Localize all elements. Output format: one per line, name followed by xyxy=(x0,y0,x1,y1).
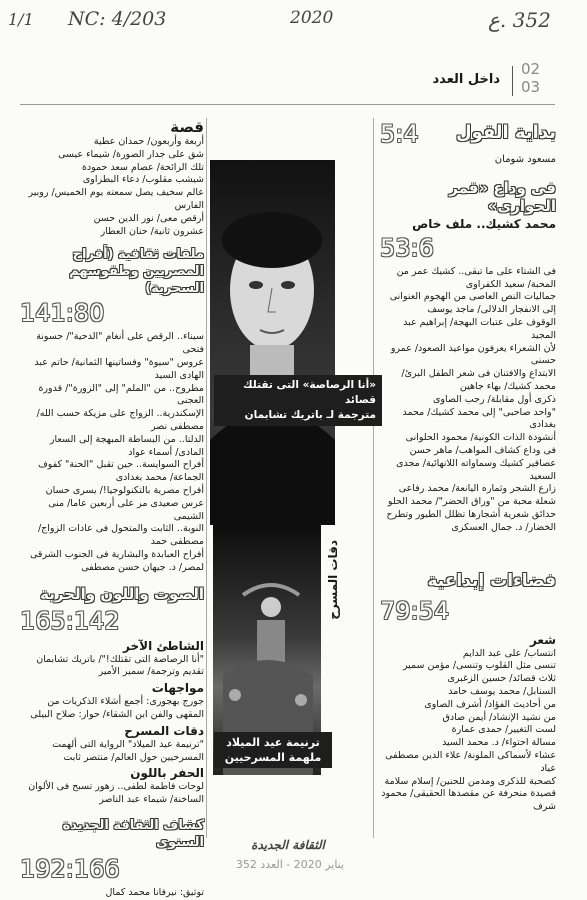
section-2-pages: 53:6 xyxy=(380,233,434,262)
magazine-logo: الثقافة الجديدة xyxy=(251,838,325,852)
list-item: الابتداع والافتنان فى شعر الطفل البرئ/ محمد كشيك/ بهاء جاهين xyxy=(401,368,556,392)
section-1-author: مسعود شومان xyxy=(494,154,556,165)
list-item: عرس صعيدى مر على أربعين عاما/ منى الشيمى xyxy=(48,497,204,522)
list-item: كصحبة للذكرى ومدمن للحنين/ إسلام سلامة xyxy=(384,775,556,787)
list-item: قصيدة منحرفة عن مقصدها الحقيقى/ محمود شرف xyxy=(381,788,556,813)
list-item: مسالة احتواء/ د. محمد السيد xyxy=(442,737,556,749)
section-label: داخل العدد xyxy=(432,72,500,87)
section-3-title: فضاءات إبداعية xyxy=(427,570,556,591)
list-item: أفراح العبابدة والبشارية فى الجنوب الشرقى لمصر/ د. جيهان حسن مصطفى xyxy=(29,548,204,573)
caption-line: مترجمة لـ باتريك تشابمان xyxy=(244,409,376,421)
hafr-title: الحفر باللون xyxy=(130,766,204,781)
handwritten-year: 2020 xyxy=(290,8,334,28)
list-item: أرقص معى/ نور الدين حسن xyxy=(93,212,204,224)
section-1-title: بداية القول xyxy=(455,122,556,143)
milaf-list xyxy=(20,331,204,574)
list-item: لوحات فاطمة لطفى.. زهور تسبح فى الألوان الساخنة/ شيماء عبد الناصر xyxy=(28,781,204,806)
theatre-caption xyxy=(214,732,332,768)
caption-line: ترنيمة عيد الميلاد xyxy=(226,736,320,749)
section-1-pages: 5:4 xyxy=(380,120,419,148)
list-item: جورج بهجورى: أجمع أشلاء الذكريات من المقهى والفن ابن الشقاء/ حوار: صلاح البيلى xyxy=(30,696,204,720)
header-divider xyxy=(512,66,513,96)
column-divider-left xyxy=(206,118,207,838)
list-item: "أنا الرصاصة التى تقتلك!"/ باتريك تشابمان xyxy=(36,653,204,665)
section-2-title: فى وداع «قمر الحوارى» xyxy=(449,178,556,215)
section-2-subtitle: محمد كشيك.. ملف خاص xyxy=(412,216,556,231)
section-3-list xyxy=(380,648,556,814)
list-item: ثلاث قصائد/ حسين الزغبرى xyxy=(447,673,556,685)
right-column xyxy=(380,118,556,814)
list-item: تنسى مثل القلوب وتنسى/ مؤمن سمير xyxy=(402,660,556,672)
handwritten-code: NC: 4/203 xyxy=(68,8,167,30)
list-item: ذكرى أول مقابلة/ رجب الصاوى xyxy=(433,393,556,405)
list-item: الوقوف على عتبات البهجة/ إبراهيم عبد المجيد xyxy=(403,316,556,341)
list-item: النوبة.. الثابت والمتحول فى عادات الزواج/ مصطفى حمد xyxy=(37,523,204,548)
list-item: شق على جدار الصورة/ شيماء عيسى xyxy=(58,148,204,160)
list-item: مطروح.. من "الملم" إلى "الزورة"/ قدورة العجنى xyxy=(38,382,204,407)
list-item: فى وداع كشاف المواهب/ ماهر حسن xyxy=(409,444,556,456)
list-item: لأن الشعراء يعرفون مواعيد الصعود/ عمرو حسنى xyxy=(390,342,556,367)
list-item: الإسكندرية.. الزواج على مزيكة حسب الله/ مصطفى نصر xyxy=(36,408,204,432)
qissa-list xyxy=(20,136,204,238)
list-item: انتساب/ على عبد الدايم xyxy=(462,647,556,659)
list-item: فى الشتاء على ما تبقى.. كشيك عمر من المحبة/ سعيد الكفراوى xyxy=(396,265,556,290)
section-3-subtitle: شعر xyxy=(529,632,556,647)
portrait-caption xyxy=(214,375,382,426)
milaf-title: ملفات ثقافية (أفراح المصريين وطقوسهم السحرية) xyxy=(69,247,204,297)
list-item: أربعة وأربعون/ حمدان عطية xyxy=(93,136,204,147)
tawtheeq-credit: توثيق: نيرفانا محمد كمال xyxy=(105,886,204,898)
kashaf-title: كشاف الثقافة الجديدة السنوى xyxy=(62,817,204,850)
section-3-pages: 79:54 xyxy=(380,596,450,625)
caption-line: «أنا الرصاصة» التى تقتلك قصائد xyxy=(243,379,376,406)
list-item: حدائق شعرية أشجارها تظلل الطيور وتطرح الخضار/ د. جمال العسكرى xyxy=(386,508,556,533)
list-item: أنشودة الذات الكونية/ محمود الحلوانى xyxy=(405,432,556,444)
list-item: من أحاديث الفؤاد/ أشرف الصاوى xyxy=(424,698,556,710)
theatre-vertical-label: دقات المسرح xyxy=(326,540,340,620)
list-item: أفراح مصرية بالتكنولوجيا!/ يسرى حسان xyxy=(45,484,204,496)
header-rule xyxy=(20,104,555,105)
list-item: الدلتا.. من البساطة المبهجة إلى السعار المادى/ أسماء عواد xyxy=(49,433,204,458)
section-2-list xyxy=(380,266,556,535)
list-item: عروس "سيوة" وفساتينها الثمانية/ حاتم عبد الهادى السيد xyxy=(34,356,204,381)
list-item: عصافير كشيك وسماواته اللانهائية/ مجدى السعيد xyxy=(396,457,556,482)
portrait-face-icon xyxy=(210,160,335,525)
sawt-pages: 165:142 xyxy=(20,606,120,635)
list-item: السنابل/ محمد يوسف حامد xyxy=(448,685,556,697)
list-item: سيناء.. الرقص على أنغام "الدحية"/ حسونة فتحى xyxy=(36,331,204,356)
handwritten-folio: 1/1 xyxy=(8,10,34,29)
list-item: زارع الشجر وثماره اليانعة/ محمد رفاعى xyxy=(398,483,556,495)
left-column xyxy=(20,118,204,900)
portrait-photo xyxy=(210,160,335,525)
column-divider-right xyxy=(373,118,374,838)
list-item: شيشب مقلوب/ دعاء البطراوى xyxy=(82,174,204,186)
list-item: عشرون ثانية/ حنان العطار xyxy=(100,225,204,237)
muwajahat-title: مواجهات xyxy=(151,681,204,696)
caption-line: ملهمة المسرحيين xyxy=(224,751,322,764)
qissa-title: قصة xyxy=(170,118,204,136)
kashaf-pages: 192:166 xyxy=(20,854,120,883)
issue-line: يناير 2020 - العدد 352 xyxy=(235,858,345,871)
list-item: تقديم وترجمة/ سمير الأمير xyxy=(98,666,204,678)
shati-title: الشاطئ الآخر xyxy=(123,638,204,653)
page-number-bottom: 03 xyxy=(521,78,541,96)
list-item: عشاء لأسماكى الملونة/ علاء الدين مصطفى عياد xyxy=(385,749,556,774)
daqqat-title: دقات المسرح xyxy=(124,723,204,738)
page-number-top: 02 xyxy=(521,60,541,78)
list-item: تلك الرائحة/ عصام سعد حمودة xyxy=(81,161,204,173)
list-item: "واحد صاحبى" إلى محمد كشيك/ محمد بغدادى xyxy=(402,406,556,431)
list-item: من نشيد الإنشاد/ أيمن صادق xyxy=(442,711,556,723)
milaf-pages: 141:80 xyxy=(20,299,105,328)
handwritten-issue: 352 .ع xyxy=(488,8,551,32)
list-item: لست التغيير/ حمدى عمارة xyxy=(451,724,556,736)
list-item: جماليات النص العاصى من الهجوم العنوانى إلى الانفجار الدلالى/ ماجد يوسف xyxy=(389,291,556,316)
list-item: شعلة محبة من "وراق الحضر"/ محمد الحلو xyxy=(387,496,556,508)
list-item: أفراح السوايسة.. حين تقبل "الحنة" كفوف الجماعة/ محمد بغدادى xyxy=(37,459,204,484)
list-item: عالم سخيف يصل سمعته يوم الخميس/ روبير الفارس xyxy=(28,187,204,211)
list-item: "ترنيمة عيد الميلاد" الرواية التى ألهمت المسرحيين حول العالم/ منتصر ثابت xyxy=(52,738,204,763)
sawt-title: الصوت واللون والحرية xyxy=(40,584,204,603)
